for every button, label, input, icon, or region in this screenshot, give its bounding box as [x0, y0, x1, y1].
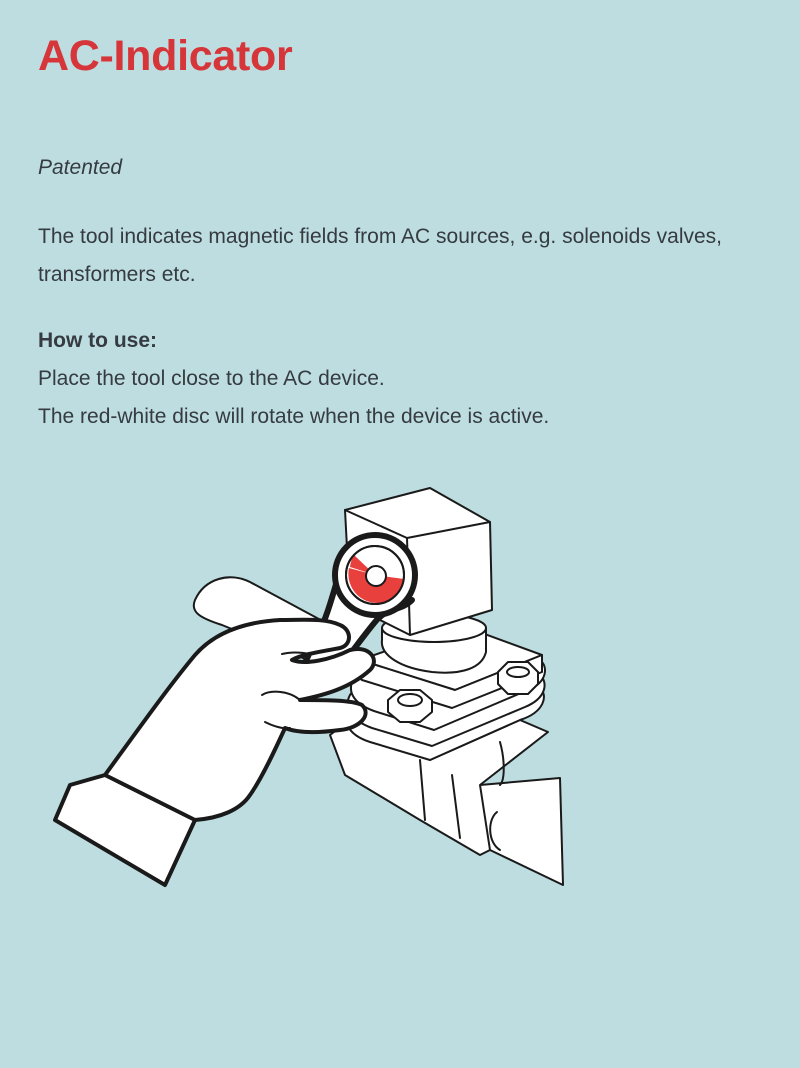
- description: [38, 218, 722, 294]
- how-to-use-step-2: The red-white disc will rotate when the device is active.: [38, 405, 550, 428]
- how-to-use: [38, 322, 549, 436]
- how-to-use-heading: How to use:: [38, 329, 157, 352]
- nut-right: [498, 662, 538, 694]
- nut-left: [388, 690, 432, 722]
- description-line-1: The tool indicates magnetic fields from AC sources, e.g. solenoids valves,: [38, 225, 722, 248]
- indicator-disc-center: [366, 566, 386, 586]
- ac-indicator-illustration: [40, 470, 600, 900]
- how-to-use-step-1: Place the tool close to the AC device.: [38, 367, 385, 390]
- description-line-2: transformers etc.: [38, 263, 196, 286]
- right-pipe: [476, 778, 563, 885]
- page-title: AC-Indicator: [38, 32, 293, 80]
- patented-label: Patented: [38, 156, 123, 179]
